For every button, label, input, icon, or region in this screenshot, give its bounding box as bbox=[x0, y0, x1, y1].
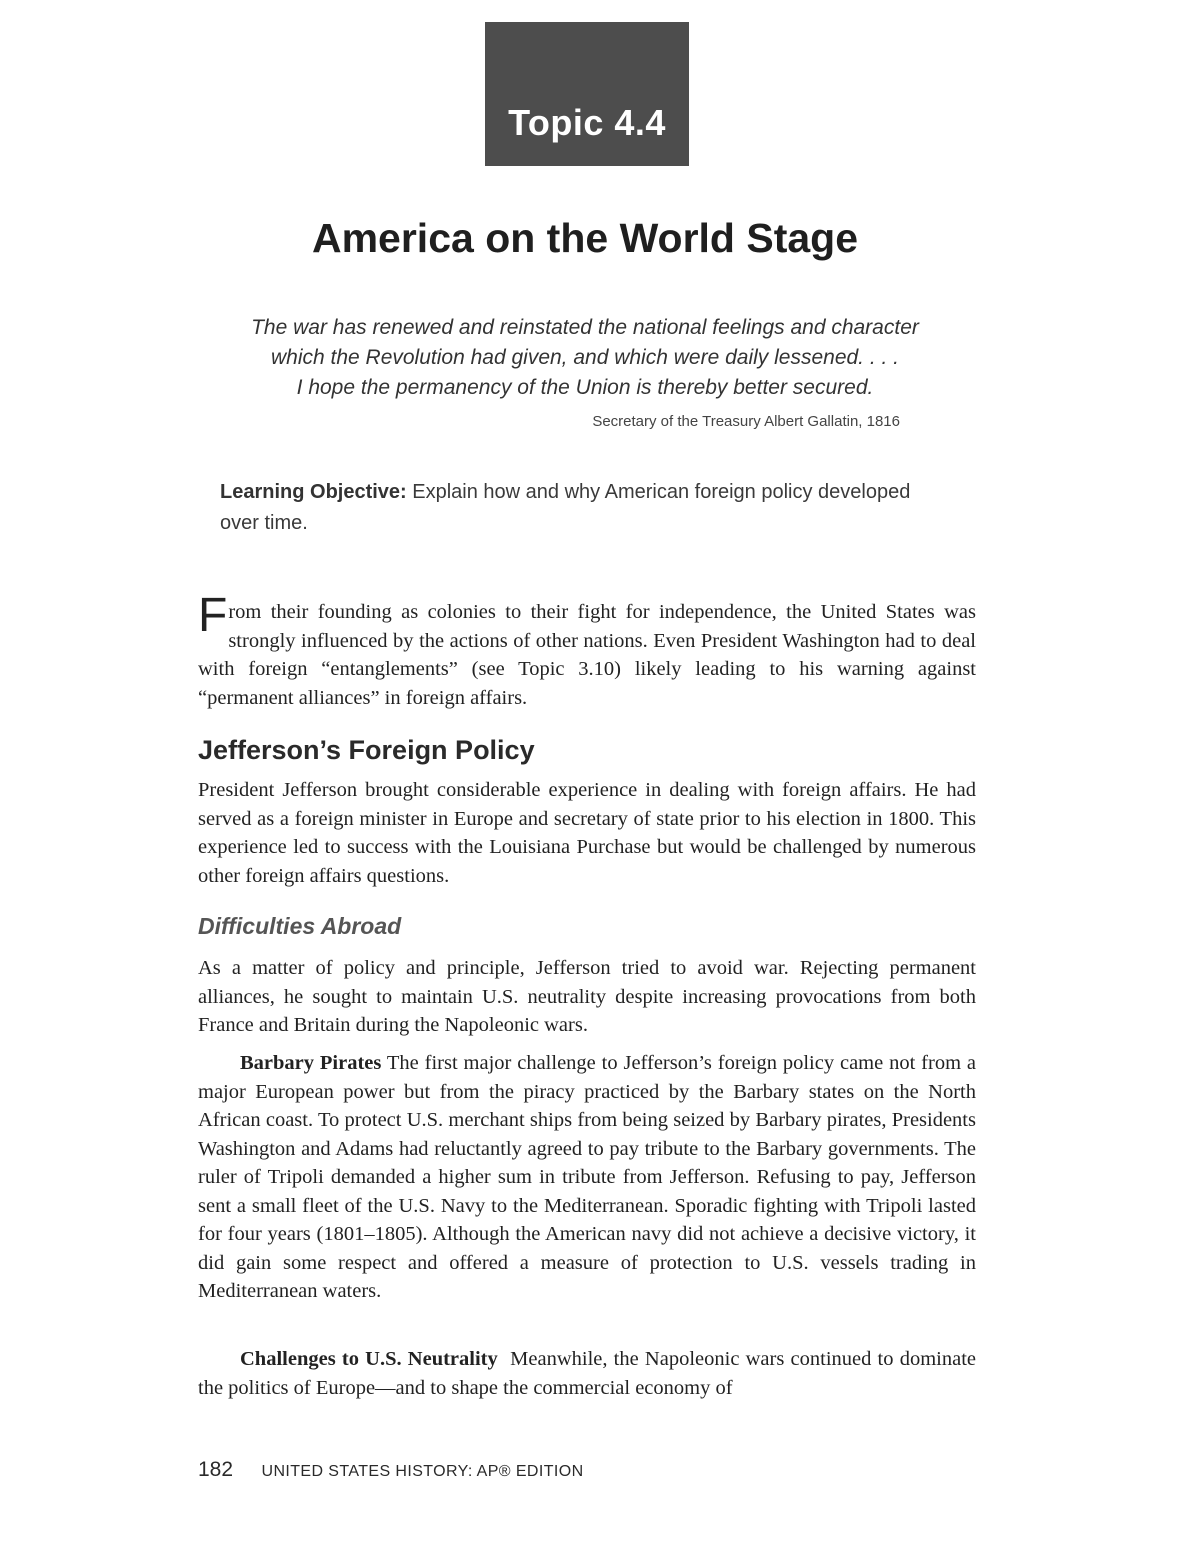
epigraph-line: which the Revolution had given, and which were daily lessened. . . . bbox=[270, 346, 900, 369]
subsection-paragraph: As a matter of policy and principle, Jefferson tried to avoid war. Rejecting permanent alliances, he sought to maintain U.S. neutrality despite increasing provocations from both France and Britain during the Napoleonic wars. bbox=[198, 957, 976, 1036]
page-footer bbox=[198, 1458, 584, 1482]
barbary-text: The first major challenge to Jefferson’s foreign policy came not from a major European power but from the piracy practiced by the Barbary states on the North African coast. To protect U.S. merchant ships from being seized by Barbary pirates, Presidents Washington and Adams had reluctantly agreed to pay tribute to the Barbary governments. The ruler of Tripoli demanded a higher sum in tribute from Jefferson. Refusing to pay, Jefferson sent a small fleet of the U.S. Navy to the Mediterranean. Sporadic fighting with Tripoli lasted for four years (1801–1805). Although the American navy did not achieve a decisive victory, it did gain some respect and offered a measure of protection to U.S. vessels trading in Mediterranean waters. bbox=[198, 1052, 976, 1302]
epigraph-line: I hope the permanency of the Union is thereby better secured. bbox=[296, 376, 874, 399]
section-paragraph: President Jefferson brought considerable experience in dealing with foreign affairs. He had served as a foreign minister in Europe and secretary of state prior to his election in 1800. This experience led to success with the Louisiana Purchase but would be challenged by numerous other foreign affairs questions. bbox=[198, 779, 976, 887]
epigraph-line: The war has renewed and reinstated the national feelings and character bbox=[251, 316, 919, 339]
topic-banner bbox=[485, 22, 689, 166]
drop-cap: F bbox=[198, 589, 228, 642]
barbary-run-in-heading: Barbary Pirates bbox=[240, 1052, 382, 1074]
barbary-paragraph bbox=[198, 1049, 976, 1306]
epigraph-quote bbox=[160, 313, 1010, 403]
neutrality-text: Meanwhile, the Napoleonic wars continued to dominate the politics of Europe—and to shape the commercial economy of bbox=[198, 1348, 982, 1399]
topic-label: Topic 4.4 bbox=[508, 102, 666, 143]
page-title: America on the World Stage bbox=[311, 215, 858, 261]
page-number: 182 bbox=[198, 1458, 234, 1481]
intro-text: rom their founding as colonies to their fight for independence, the United States was strongly influenced by the actions of other nations. Even President Washington had to deal with foreign “entanglements” (see Topic 3.10) likely leading to his warning against “permanent alliances” in foreign affairs. bbox=[198, 601, 976, 709]
learning-objective-text: Explain how and why American foreign policy developed over time. bbox=[220, 481, 911, 534]
learning-objective bbox=[220, 477, 920, 539]
section-heading: Jefferson’s Foreign Policy bbox=[198, 735, 535, 765]
subsection-heading: Difficulties Abroad bbox=[198, 913, 402, 939]
epigraph-attribution: Secretary of the Treasury Albert Gallatin, 1816 bbox=[592, 413, 900, 430]
neutrality-run-in-heading: Challenges to U.S. Neutrality bbox=[240, 1348, 498, 1370]
intro-paragraph bbox=[198, 589, 976, 712]
running-head: UNITED STATES HISTORY: AP® EDITION bbox=[261, 1463, 584, 1480]
learning-objective-label: Learning Objective: bbox=[220, 481, 407, 503]
neutrality-paragraph bbox=[198, 1345, 982, 1402]
